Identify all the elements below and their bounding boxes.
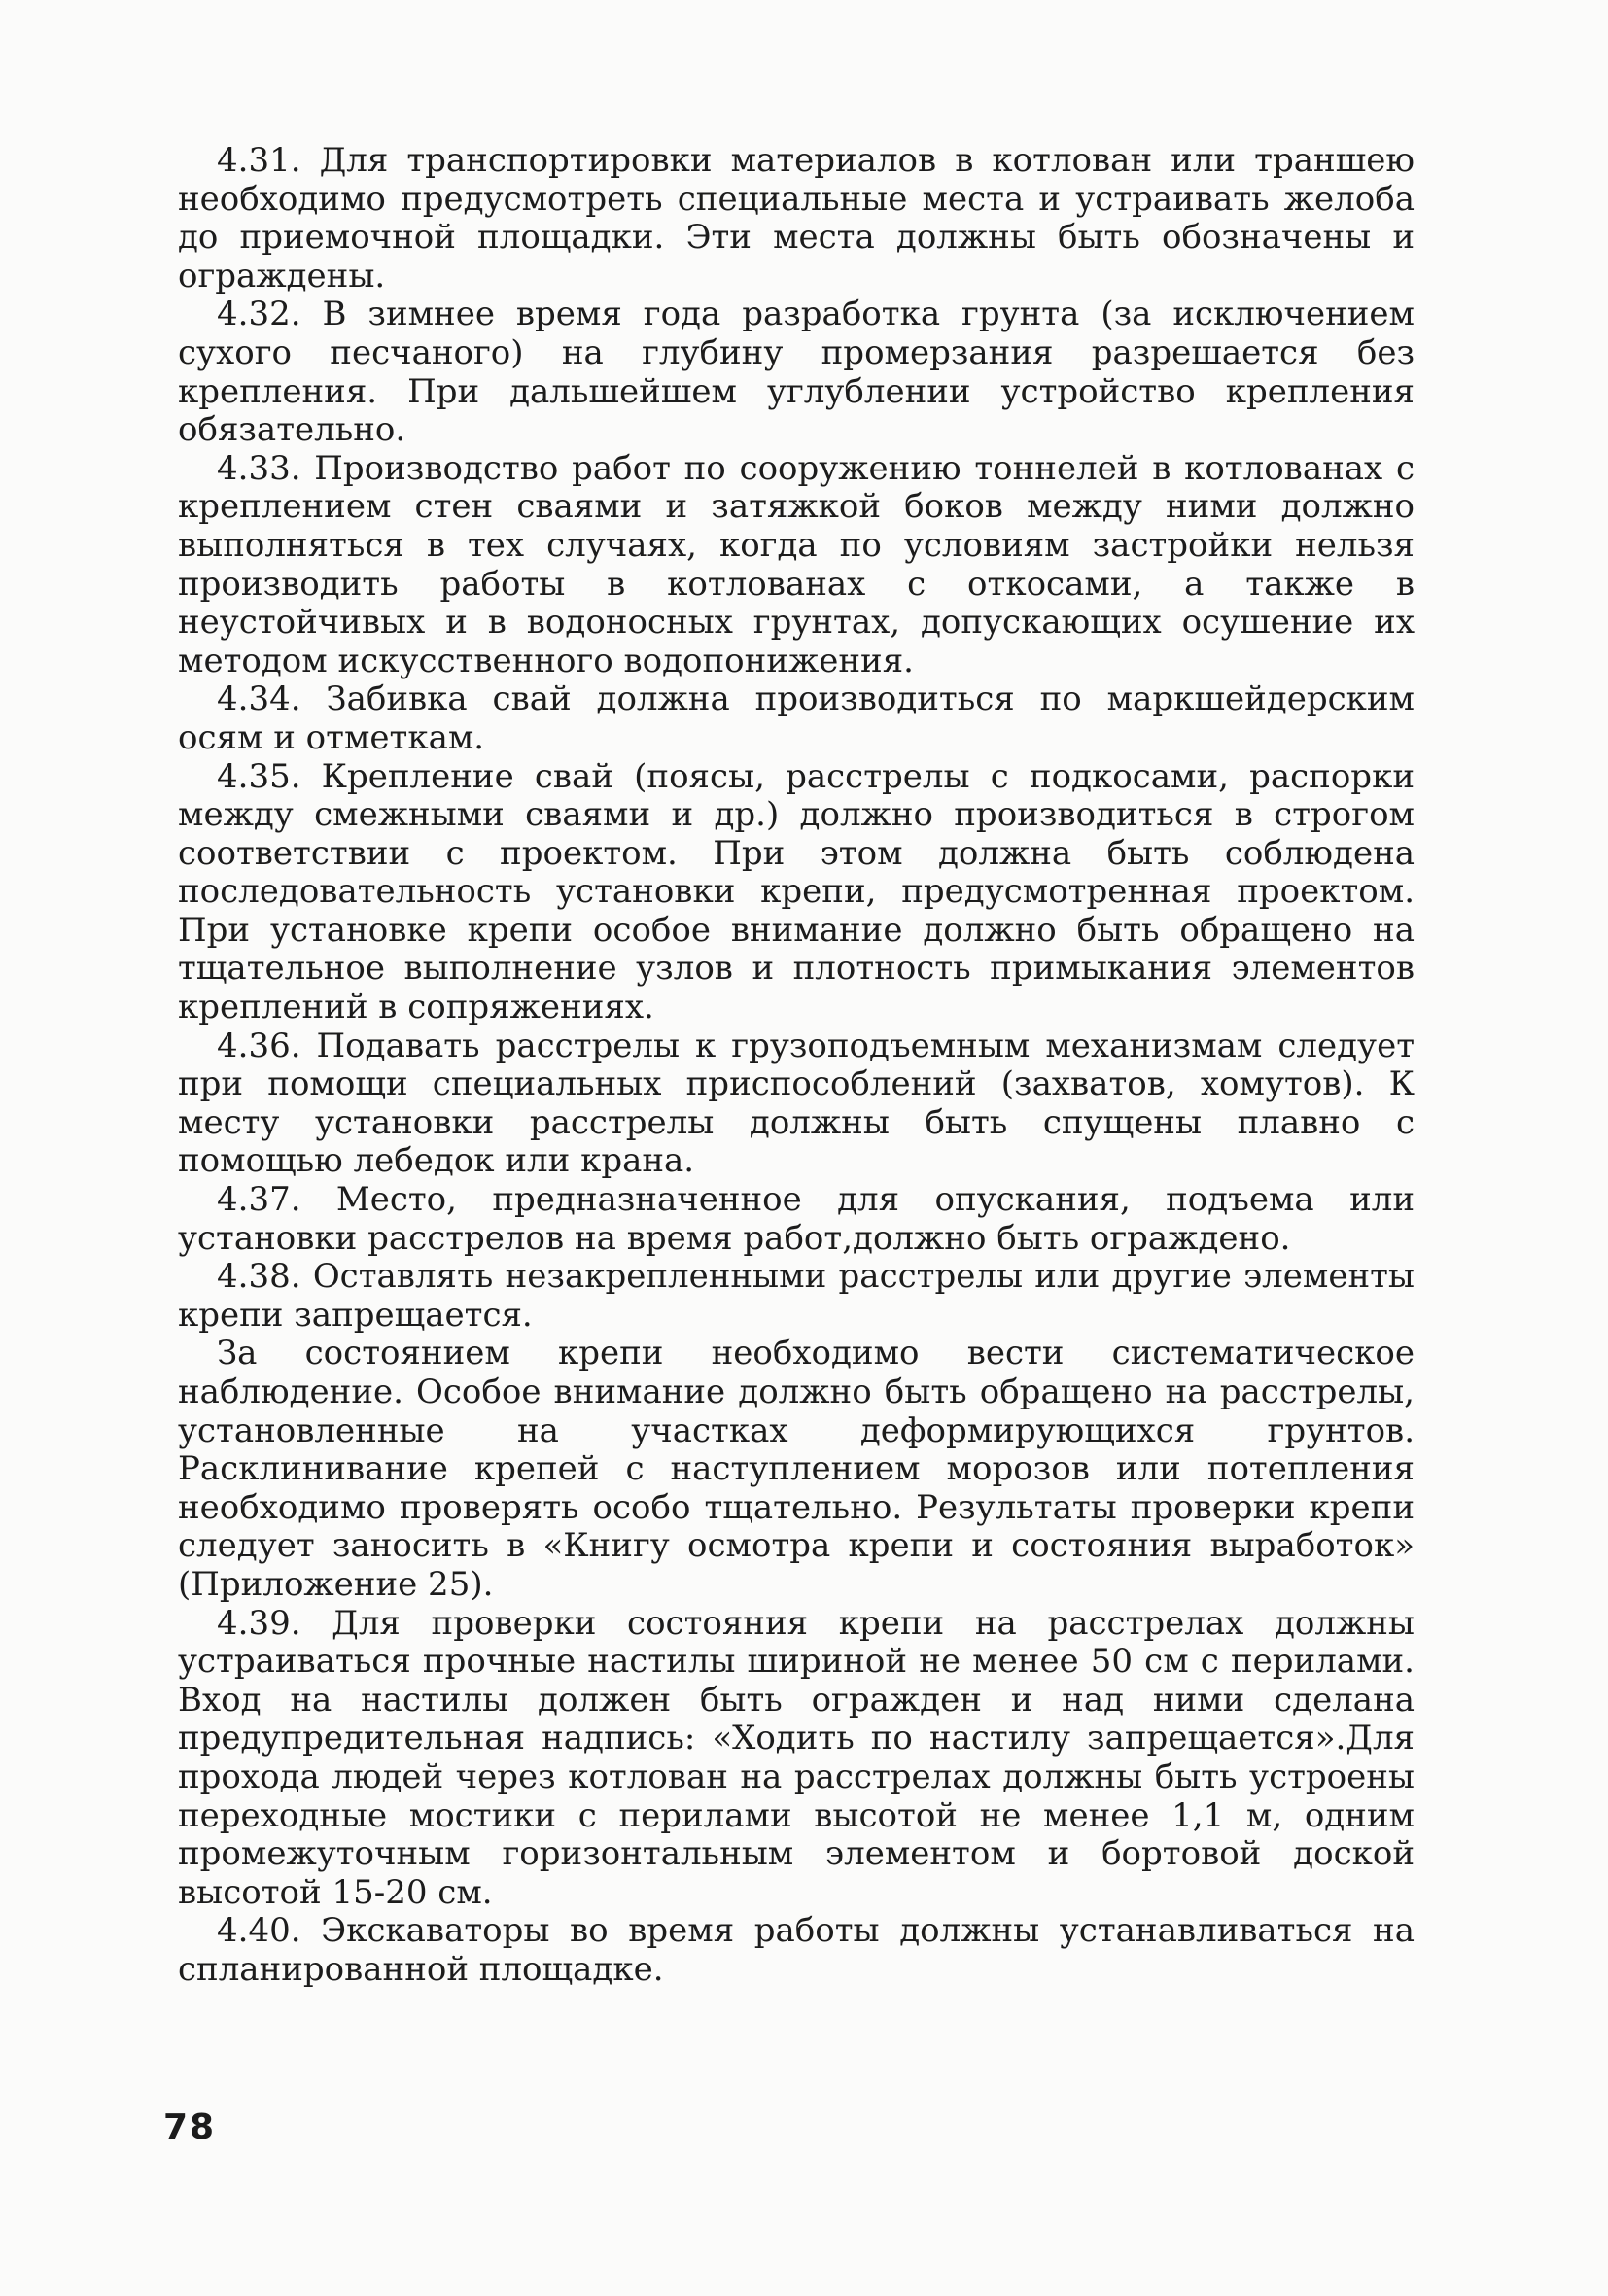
body-text [178,142,1415,1990]
paragraph-4-31: 4.31. Для транспортировки материалов в котлован или траншею необходимо предусмотреть специальные места и устраивать желоба до приемочной площадки. Эти места должны быть обозначены и ограждены. [178,141,1415,296]
paragraph-4-35: 4.35. Крепление свай (поясы, расстрелы с подкосами, распорки между смежными сваями и др.) должно производиться в строгом соответствии с проектом. При этом должна быть соблюдена последовательность установки крепи, предусмотренная проектом. При установке крепи особое внимание должно быть обращено на тщательное выполнение узлов и плотность примыкания элементов креплений в сопряжениях. [178,756,1415,1027]
paragraph-4-33: 4.33. Производство работ по сооружению тоннелей в котлованах с креплением стен сваями и затяжкой боков между ними должно выполняться в тех случаях, когда по условиям застройки нельзя производить работы в котлованах с откосами, а также в неустойчивых и в водоносных грунтах, допускающих осушение их методом искусственного водопонижения. [178,448,1415,680]
paragraph-4-39: 4.39. Для проверки состояния крепи на расстрелах должны устраиваться прочные настилы шириной не менее 50 см с перилами. Вход на настилы должен быть огражден и над ними сделана предупредительная надпись: «Ходить по настилу запрещается».Для прохода людей через котлован на расстрелах должны быть устроены переходные мостики с перилами высотой не менее 1,1 м, одним промежуточным горизонтальным элементом и бортовой доской высотой 15-20 см. [178,1603,1415,1912]
paragraph-4-40: 4.40. Экскаваторы во время работы должны устанавливаться на спланированной площадке. [178,1911,1415,1989]
paragraph-4-32: 4.32. В зимнее время года разработка грунта (за исключением сухого песчаного) на глубину промерзания разрешается без крепления. При дальшейшем углублении устройство крепления обязательно. [178,295,1415,450]
page-number: 78 [163,2107,217,2147]
paragraph-inspection: За состоянием крепи необходимо вести систематическое наблюдение. Особое внимание должно быть обращено на расстрелы, установленные на участках деформирующихся грунтов. Расклинивание крепей с наступлением морозов или потепления необходимо проверять особо тщательно. Результаты проверки крепи следует заносить в «Книгу осмотра крепи и состояния выработок» (Приложение 25). [178,1334,1415,1604]
paragraph-4-34: 4.34. Забивка свай должна производиться по маркшейдерским осям и отметкам. [178,679,1415,757]
paragraph-4-36: 4.36. Подавать расстрелы к грузоподъемным механизмам следует при помощи специальных приспособлений (захватов, хомутов). К месту установки расстрелы должны быть спущены плавно с помощью лебедок или крана. [178,1026,1415,1181]
paragraph-4-38: 4.38. Оставлять незакрепленными расстрелы или другие элементы крепи запрещается. [178,1257,1415,1335]
paragraph-4-37: 4.37. Место, предназначенное для опускания, подъема или установки расстрелов на время работ,должно быть ограждено. [178,1180,1415,1258]
